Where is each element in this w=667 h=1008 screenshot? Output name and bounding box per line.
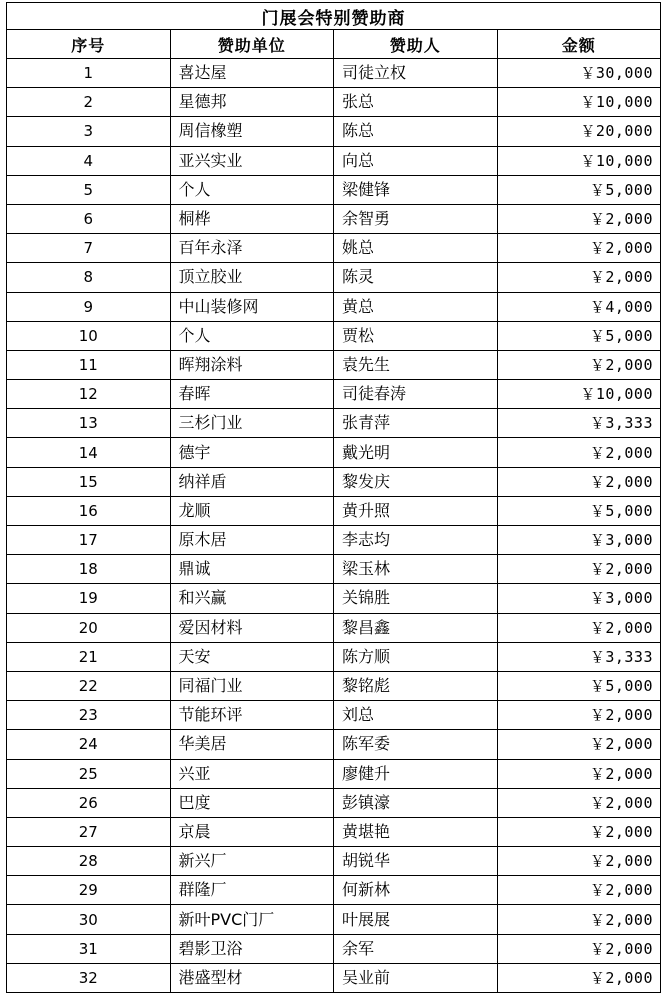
cell-amount: ￥2,000: [497, 847, 661, 876]
table-row: [7, 934, 661, 963]
cell-person: 黎铭彪: [334, 671, 498, 700]
cell-no: 21: [7, 642, 171, 671]
cell-org: 和兴赢: [170, 584, 334, 613]
cell-org: 京晨: [170, 817, 334, 846]
cell-org: 群隆厂: [170, 876, 334, 905]
cell-org: 同福门业: [170, 671, 334, 700]
table-row: [7, 438, 661, 467]
table-body: [7, 59, 661, 993]
cell-org: 新叶PVC门厂: [170, 905, 334, 934]
cell-person: 张总: [334, 88, 498, 117]
document-title: 门展会特别赞助商: [7, 3, 661, 30]
cell-org: 喜达屋: [170, 59, 334, 88]
column-header-no: 序号: [7, 30, 171, 59]
table-row: [7, 175, 661, 204]
cell-org: 纳祥盾: [170, 467, 334, 496]
cell-no: 23: [7, 701, 171, 730]
cell-amount: ￥2,000: [497, 905, 661, 934]
sponsor-table: [6, 2, 661, 993]
cell-org: 顶立胶业: [170, 263, 334, 292]
cell-org: 星德邦: [170, 88, 334, 117]
table-row: [7, 701, 661, 730]
cell-no: 3: [7, 117, 171, 146]
table-row: [7, 88, 661, 117]
table-row: [7, 788, 661, 817]
cell-org: 原木居: [170, 526, 334, 555]
cell-no: 19: [7, 584, 171, 613]
table-row: [7, 380, 661, 409]
table-row: [7, 496, 661, 525]
table-row: [7, 730, 661, 759]
cell-no: 9: [7, 292, 171, 321]
cell-no: 14: [7, 438, 171, 467]
cell-amount: ￥5,000: [497, 175, 661, 204]
cell-person: 张青萍: [334, 409, 498, 438]
cell-org: 中山装修网: [170, 292, 334, 321]
cell-person: 吴业前: [334, 963, 498, 992]
table-row: [7, 905, 661, 934]
table-row: [7, 847, 661, 876]
table-row: [7, 321, 661, 350]
cell-person: 彭镇濠: [334, 788, 498, 817]
cell-amount: ￥2,000: [497, 350, 661, 379]
cell-person: 向总: [334, 146, 498, 175]
cell-no: 27: [7, 817, 171, 846]
table-row: [7, 555, 661, 584]
cell-no: 16: [7, 496, 171, 525]
table-row: [7, 146, 661, 175]
cell-org: 兴亚: [170, 759, 334, 788]
cell-org: 亚兴实业: [170, 146, 334, 175]
cell-amount: ￥30,000: [497, 59, 661, 88]
cell-no: 13: [7, 409, 171, 438]
cell-org: 爱因材料: [170, 613, 334, 642]
cell-no: 20: [7, 613, 171, 642]
cell-org: 个人: [170, 321, 334, 350]
cell-org: 晖翔涂料: [170, 350, 334, 379]
cell-org: 周信橡塑: [170, 117, 334, 146]
table-row: [7, 759, 661, 788]
cell-person: 陈方顺: [334, 642, 498, 671]
cell-amount: ￥10,000: [497, 380, 661, 409]
cell-amount: ￥3,000: [497, 526, 661, 555]
table-row: [7, 234, 661, 263]
cell-person: 陈总: [334, 117, 498, 146]
cell-person: 黎昌鑫: [334, 613, 498, 642]
cell-no: 24: [7, 730, 171, 759]
cell-amount: ￥5,000: [497, 321, 661, 350]
title-row: [7, 3, 661, 30]
cell-no: 32: [7, 963, 171, 992]
cell-no: 29: [7, 876, 171, 905]
cell-person: 梁玉林: [334, 555, 498, 584]
table-row: [7, 467, 661, 496]
cell-org: 三杉门业: [170, 409, 334, 438]
cell-person: 关锦胜: [334, 584, 498, 613]
cell-no: 28: [7, 847, 171, 876]
cell-amount: ￥2,000: [497, 467, 661, 496]
cell-amount: ￥10,000: [497, 88, 661, 117]
cell-no: 12: [7, 380, 171, 409]
cell-person: 黄升照: [334, 496, 498, 525]
table-row: [7, 263, 661, 292]
cell-org: 节能环评: [170, 701, 334, 730]
table-row: [7, 59, 661, 88]
cell-person: 梁健锋: [334, 175, 498, 204]
cell-no: 7: [7, 234, 171, 263]
cell-amount: ￥10,000: [497, 146, 661, 175]
table-row: [7, 409, 661, 438]
cell-no: 1: [7, 59, 171, 88]
table-row: [7, 204, 661, 233]
cell-person: 袁先生: [334, 350, 498, 379]
cell-person: 司徒春涛: [334, 380, 498, 409]
cell-org: 华美居: [170, 730, 334, 759]
cell-amount: ￥3,333: [497, 642, 661, 671]
cell-amount: ￥5,000: [497, 671, 661, 700]
column-header-org: 赞助单位: [170, 30, 334, 59]
cell-no: 10: [7, 321, 171, 350]
cell-no: 4: [7, 146, 171, 175]
cell-person: 黄堪艳: [334, 817, 498, 846]
cell-person: 司徒立权: [334, 59, 498, 88]
table-row: [7, 876, 661, 905]
cell-amount: ￥2,000: [497, 438, 661, 467]
cell-person: 陈军委: [334, 730, 498, 759]
cell-person: 刘总: [334, 701, 498, 730]
cell-org: 新兴厂: [170, 847, 334, 876]
cell-amount: ￥2,000: [497, 963, 661, 992]
cell-org: 桐桦: [170, 204, 334, 233]
cell-no: 17: [7, 526, 171, 555]
table-row: [7, 584, 661, 613]
table-row: [7, 642, 661, 671]
cell-person: 黎发庆: [334, 467, 498, 496]
table-row: [7, 671, 661, 700]
cell-amount: ￥2,000: [497, 234, 661, 263]
cell-org: 鼎诚: [170, 555, 334, 584]
cell-amount: ￥2,000: [497, 701, 661, 730]
cell-no: 8: [7, 263, 171, 292]
cell-no: 18: [7, 555, 171, 584]
cell-no: 6: [7, 204, 171, 233]
cell-amount: ￥3,000: [497, 584, 661, 613]
cell-amount: ￥3,333: [497, 409, 661, 438]
cell-org: 天安: [170, 642, 334, 671]
cell-person: 陈灵: [334, 263, 498, 292]
cell-amount: ￥2,000: [497, 263, 661, 292]
cell-amount: ￥2,000: [497, 788, 661, 817]
column-header-amount: 金额: [497, 30, 661, 59]
cell-amount: ￥2,000: [497, 613, 661, 642]
cell-no: 11: [7, 350, 171, 379]
column-header-person: 赞助人: [334, 30, 498, 59]
table-row: [7, 963, 661, 992]
cell-no: 25: [7, 759, 171, 788]
cell-no: 30: [7, 905, 171, 934]
cell-no: 2: [7, 88, 171, 117]
cell-org: 春晖: [170, 380, 334, 409]
cell-no: 15: [7, 467, 171, 496]
cell-person: 贾松: [334, 321, 498, 350]
cell-org: 龙顺: [170, 496, 334, 525]
cell-org: 百年永泽: [170, 234, 334, 263]
header-row: [7, 30, 661, 59]
cell-org: 港盛型材: [170, 963, 334, 992]
cell-person: 何新林: [334, 876, 498, 905]
cell-no: 5: [7, 175, 171, 204]
cell-amount: ￥5,000: [497, 496, 661, 525]
cell-amount: ￥2,000: [497, 759, 661, 788]
cell-person: 戴光明: [334, 438, 498, 467]
cell-person: 叶展展: [334, 905, 498, 934]
cell-org: 碧影卫浴: [170, 934, 334, 963]
cell-person: 李志均: [334, 526, 498, 555]
cell-person: 黄总: [334, 292, 498, 321]
cell-person: 余智勇: [334, 204, 498, 233]
cell-person: 胡锐华: [334, 847, 498, 876]
cell-person: 姚总: [334, 234, 498, 263]
cell-amount: ￥20,000: [497, 117, 661, 146]
cell-person: 廖健升: [334, 759, 498, 788]
table-row: [7, 350, 661, 379]
cell-org: 个人: [170, 175, 334, 204]
cell-amount: ￥2,000: [497, 934, 661, 963]
cell-amount: ￥2,000: [497, 876, 661, 905]
cell-person: 余军: [334, 934, 498, 963]
table-row: [7, 117, 661, 146]
cell-amount: ￥4,000: [497, 292, 661, 321]
cell-no: 31: [7, 934, 171, 963]
cell-amount: ￥2,000: [497, 817, 661, 846]
cell-amount: ￥2,000: [497, 555, 661, 584]
cell-no: 22: [7, 671, 171, 700]
table-row: [7, 613, 661, 642]
table-row: [7, 292, 661, 321]
cell-amount: ￥2,000: [497, 204, 661, 233]
cell-org: 德宇: [170, 438, 334, 467]
cell-no: 26: [7, 788, 171, 817]
table-row: [7, 817, 661, 846]
table-row: [7, 526, 661, 555]
cell-amount: ￥2,000: [497, 730, 661, 759]
cell-org: 巴度: [170, 788, 334, 817]
